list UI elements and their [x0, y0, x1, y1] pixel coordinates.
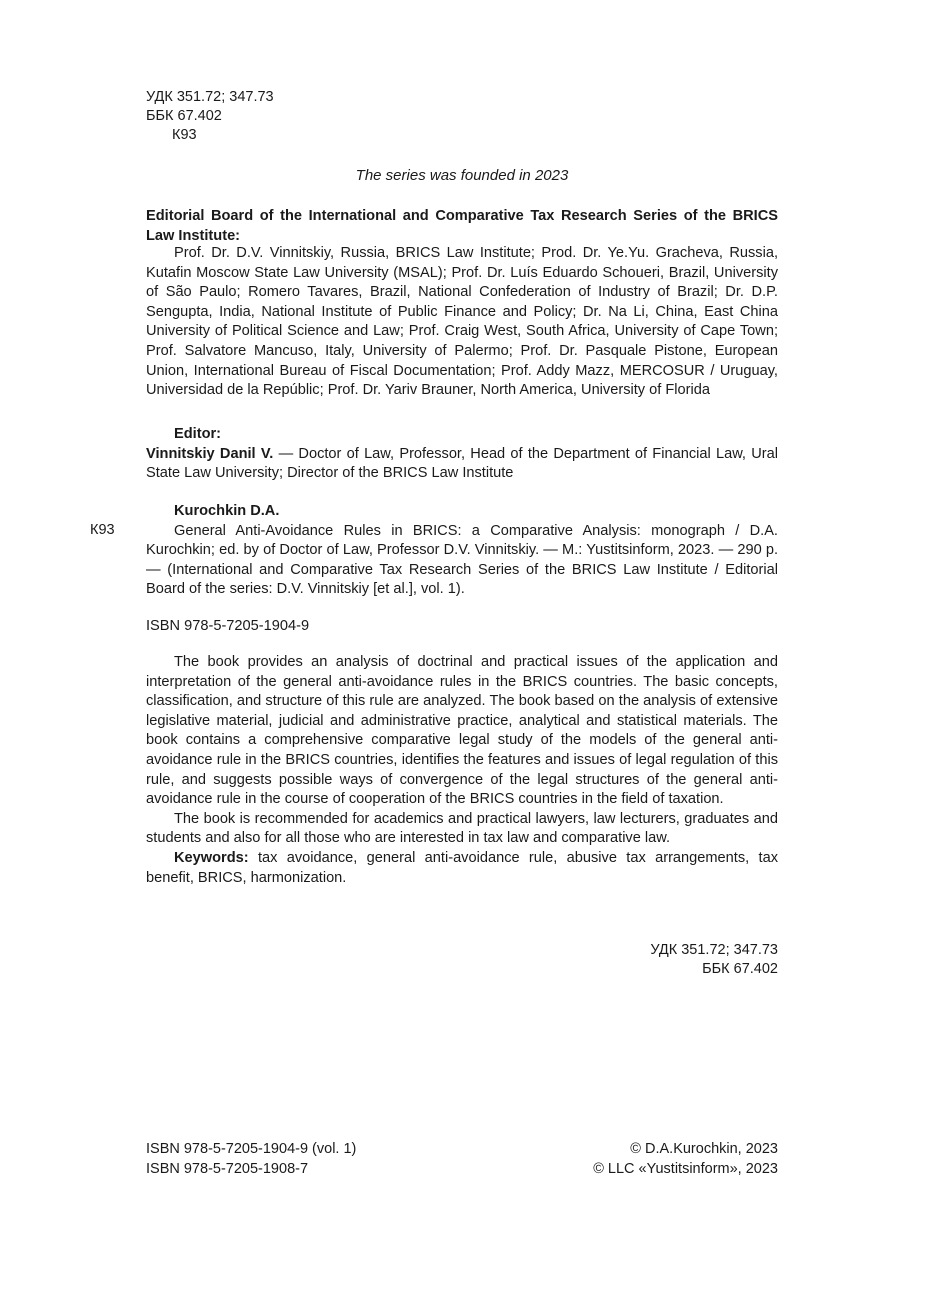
copyright-author: © D.A.Kurochkin, 2023 — [630, 1141, 778, 1157]
copyright-publisher: © LLC «Yustitsinform», 2023 — [593, 1160, 778, 1177]
editorial-board-members: Prof. Dr. D.V. Vinnitskiy, Russia, BRICS Law Institute; Prod. Dr. Ye.Yu. Gracheva, Russia, Kutafin Moscow State Law University (MSAL); Prof. Dr. Luís Eduardo Schoueri, Brazil, University of São Paulo; Romero Tavares, Brazil, National Confederation of Industry of Brazil; Dr. D.P. Sengupta, India, National Institute of Public Finance and Policy; Dr. Na Li, China, East China University of Political Science and Law; Prof. Craig West, South Africa, University of Cape Town; Prof. Salvatore Mancuso, Italy, University of Palermo; Prof. Dr. Pasquale Pistone, European Union, International Bureau of Fiscal Documentation; Prof. Addy Mazz, MERCOSUR / Uruguay, Universidad de la Repúblic; Prof. Dr. Yariv Brauner, North America, University of Florida — [146, 245, 778, 399]
catalog-description: General Anti-Avoidance Rules in BRICS: a Comparative Analysis: monograph / D.A. Kurochkin; ed. by of Doctor of Law, Professor D.V. Vinnitskiy. — M.: Yustitsinform, 2023. — 290 p. — (International and Comparative Tax Research Series of the BRICS Law Institute / Editorial Board of the series: D.V. Vinnitskiy [et al.], vol. 1). — [146, 522, 778, 598]
editor-details — [146, 445, 778, 484]
keywords-value: tax avoidance, general anti-avoidance rule, abusive tax arrangements, tax benefit, BRICS, harmonization. — [146, 849, 778, 886]
isbn-volume: ISBN 978-5-7205-1904-9 (vol. 1) — [146, 1141, 357, 1157]
editor-section — [146, 425, 778, 484]
editor-description: — Doctor of Law, Professor, Head of the Department of Financial Law, Ural State Law University; Director of the BRICS Law Institute — [146, 445, 778, 482]
page-footer — [146, 1140, 778, 1179]
footer-row-1 — [146, 1140, 778, 1160]
udk-code-top: УДК 351.72; 347.73 — [146, 89, 274, 105]
classification-codes-top — [146, 88, 274, 145]
annotation-section — [146, 653, 778, 888]
editor-name: Vinnitskiy Danil V. — [146, 445, 274, 462]
bbk-code-bottom: ББК 67.402 — [702, 961, 778, 977]
classification-codes-bottom — [146, 941, 778, 979]
footer-row-2 — [146, 1160, 778, 1180]
catalog-card — [146, 502, 778, 600]
udk-code-bottom: УДК 351.72; 347.73 — [650, 942, 778, 958]
isbn-main: ISBN 978-5-7205-1904-9 — [146, 618, 310, 634]
editorial-board-heading-text: Editorial Board of the International and Comparative Tax Research Series of the BRICS Law Institute: — [146, 208, 778, 244]
isbn-series: ISBN 978-5-7205-1908-7 — [146, 1160, 309, 1177]
catalog-author: Kurochkin D.A. — [174, 503, 280, 519]
catalog-side-code: К93 — [90, 522, 115, 538]
series-founded-note: The series was founded in 2023 — [355, 167, 569, 184]
annotation-paragraph-2: The book is recommended for academics and practical lawyers, law lecturers, graduates and students and also for all those who are interested in tax law and comparative law. — [146, 810, 778, 847]
annotation-paragraph-1: The book provides an analysis of doctrinal and practical issues of the application and interpretation of the general anti-avoidance rules in the BRICS countries. The basic concepts, classification, and structure of this rule are analyzed. The book based on the analysis of extensive legislative material, judicial and administrative practice, analytical and statistical materials. The book contains a comprehensive comparative legal study of the models of the general anti-avoidance rule in the BRICS countries, identifies the features and issues of legal regulation of this rule, and suggests possible ways of convergence of the legal structures of the general anti-avoidance rule in the course of cooperation of the BRICS countries in the field of taxation. — [146, 654, 778, 808]
keywords-label: Keywords: — [174, 849, 249, 866]
bbk-code-top: ББК 67.402 — [146, 108, 222, 124]
editorial-board-heading — [146, 207, 778, 246]
editor-heading: Editor: — [174, 426, 222, 442]
book-code-top: К93 — [172, 127, 197, 143]
annotation-keywords — [146, 849, 778, 888]
